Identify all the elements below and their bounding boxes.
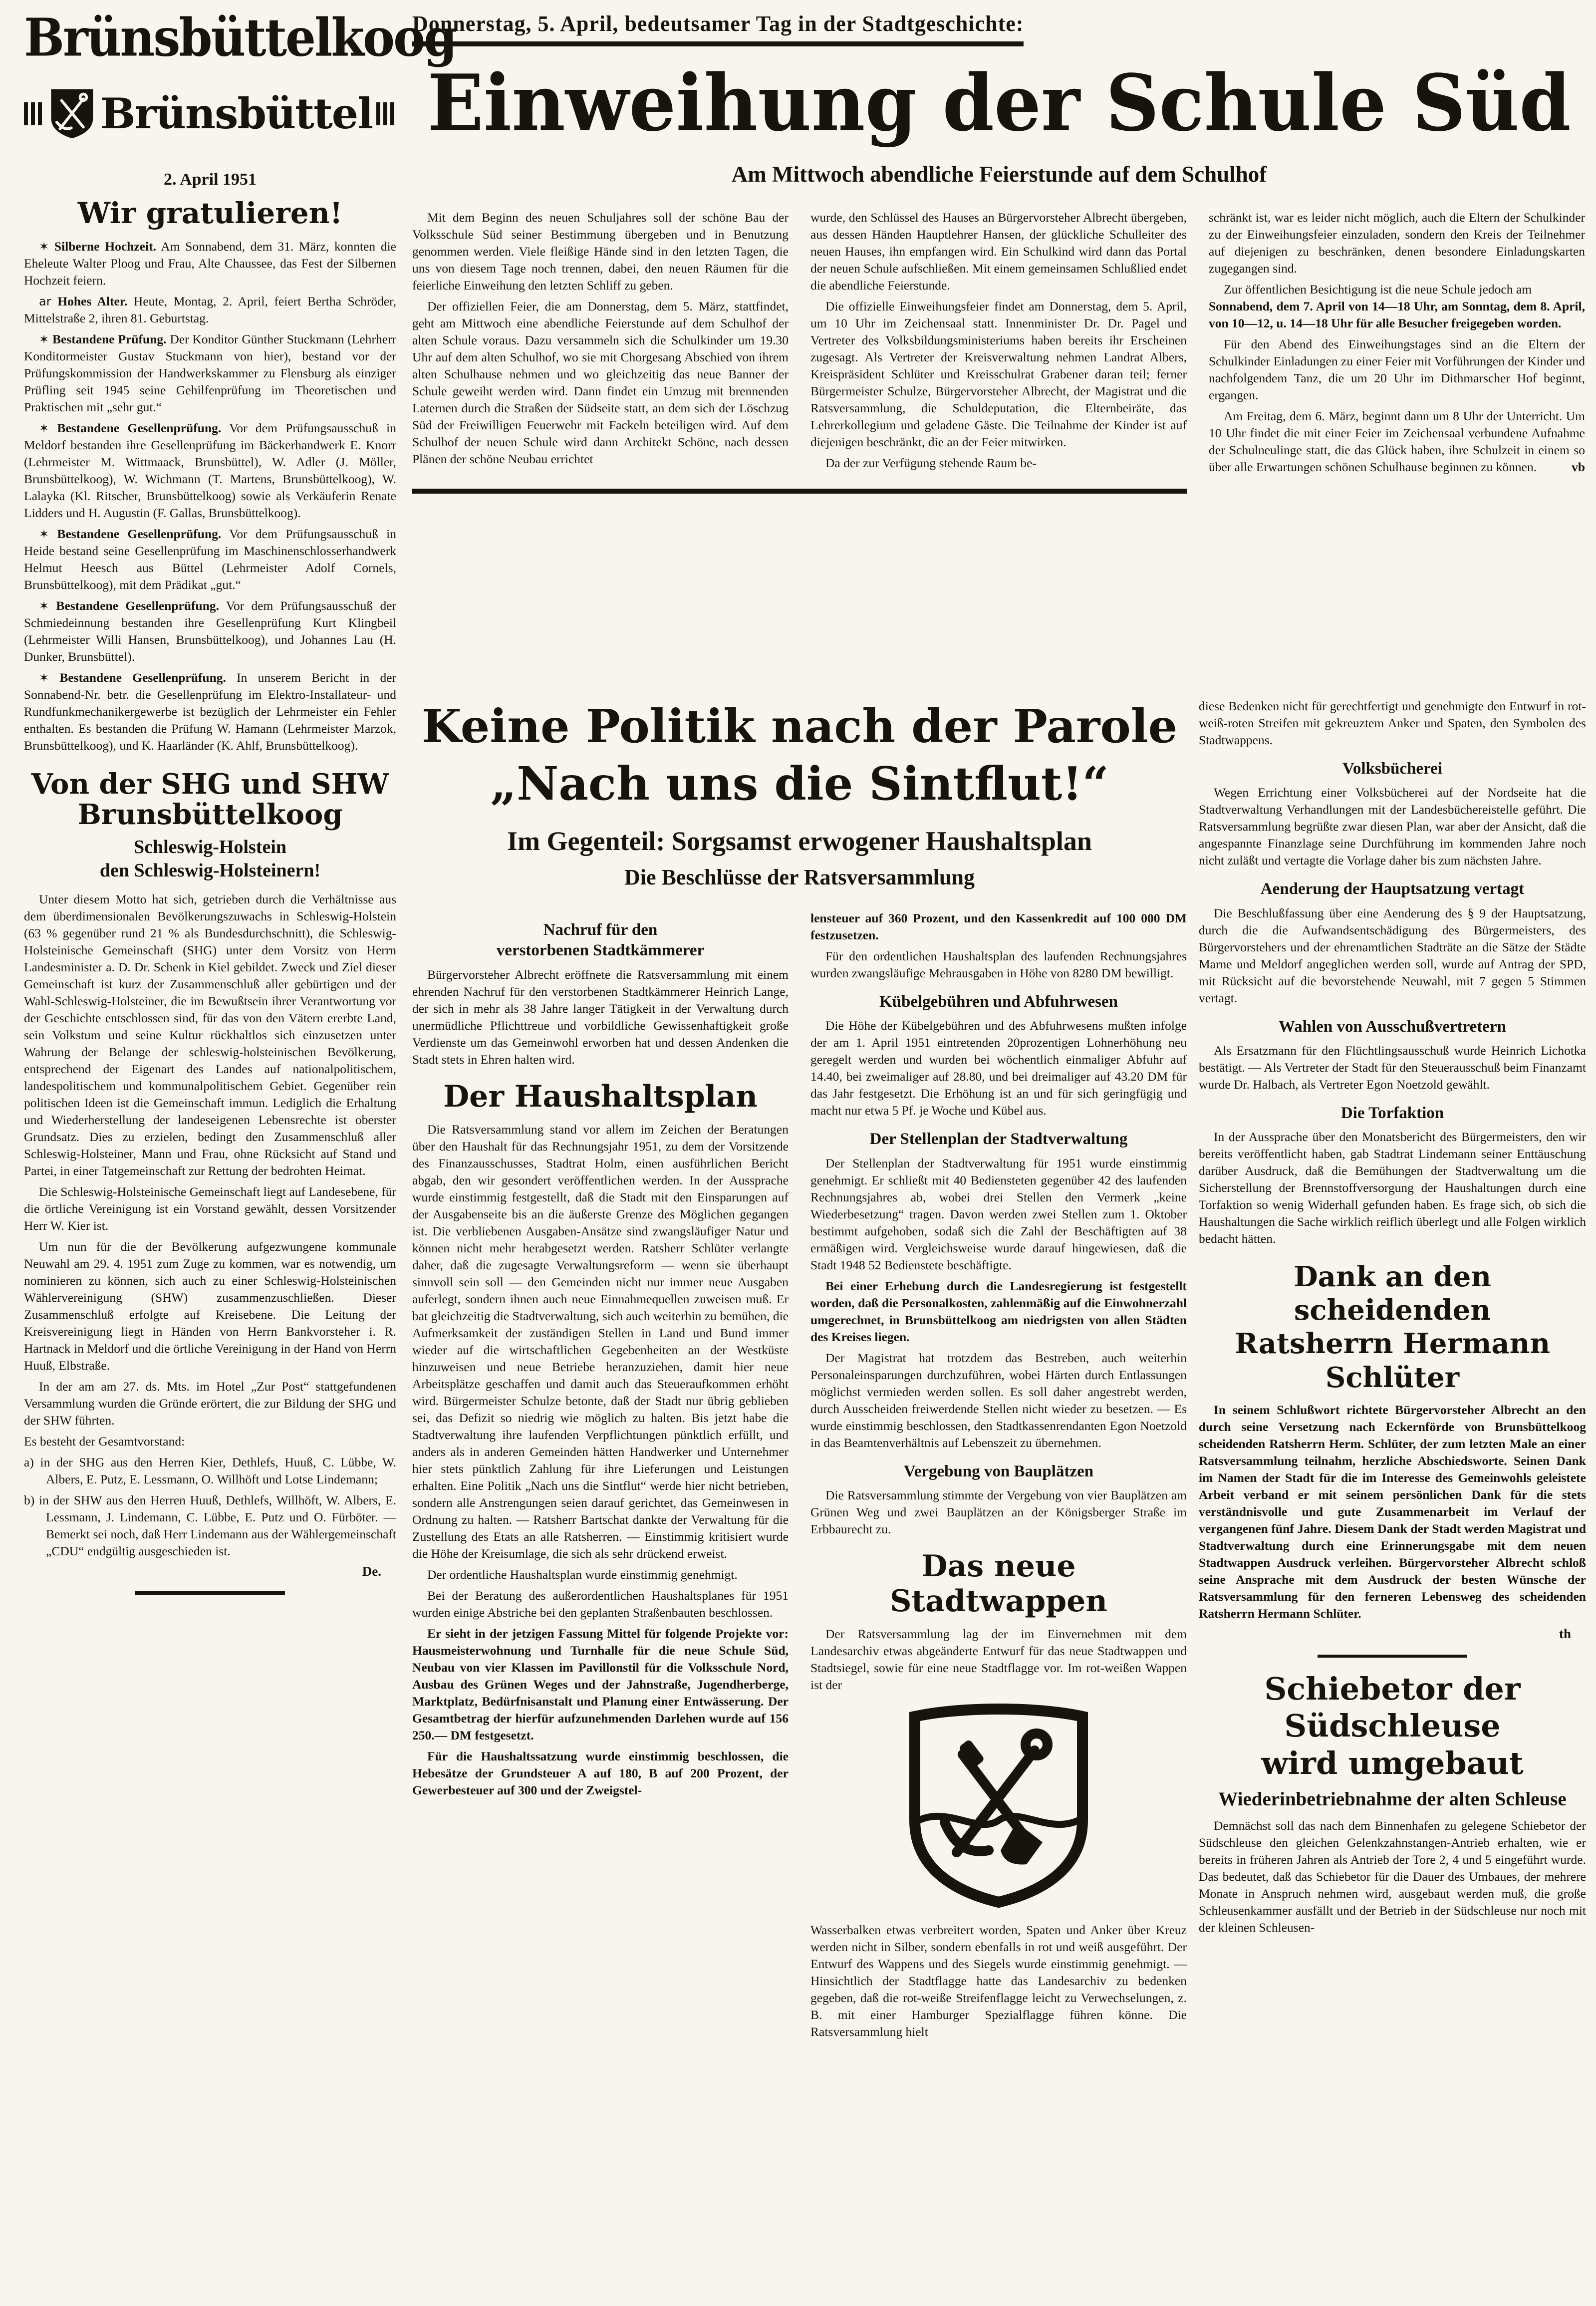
item-text: Am Sonnabend, dem 31. März, konnten die Eheleute Walter Ploog und Frau, Alte Chaussee, das Fest der Silbernen Hochzeit feiern. (24, 239, 396, 288)
ribbon-left-icon (24, 102, 44, 125)
shg-paragraph: Um nun für die der Bevölkerung aufgezwungene kommunale Neuwahl am 29. 4. 1951 zum Zuge zu kommen, war es notwendig, um nominieren zu können, sich auch zu einer Schleswig-Holsteinischen Wählervereinigung (SHW) zusammenzuschließen. Dieser Zusammenschluß erfolgte auf Kreisebene. Die Leitung der Kreisvereinigung liegt in Händen von Herrn Bankvorsteher i. R. Hartnack in Meldorf und die örtliche Vereinigung in der Hand von Herrn Huuß, Elbstraße. (24, 1239, 396, 1373)
left-column (24, 7, 456, 1607)
shg-subheading-line1: Schleswig-Holstein (133, 836, 287, 858)
paragraph: Der Magistrat hat trotzdem das Bestreben, auch weiterhin Personaleinsparungen durchzuführen, wobei Härten durch Entlassungen möglichst vermieden werden sollen. Es soll daher angestrebt werden, durch Ausscheiden freiwerdende Stellen nicht wieder zu besetzen. — Es wurde einstimmig beschlossen, den Stadtkassenrendanten Egon Noetzold in das Beamtenverhältnis auf Lebenszeit zu übernehmen. (810, 1350, 1187, 1450)
paragraph: Der Ratsversammlung lag der im Einvernehmen mit dem Landesarchiv etwas abgeänderte Entwurf für das neue Stadtwappen und Stadtsiegel, sowie für eine neue Stadtflagge vor. Im rot-weißen Wappen ist der (810, 1626, 1187, 1692)
shg-list-item-a: a) in der SHG aus den Herren Kier, Dethlefs, Huuß, C. Lübbe, W. Albers, E. Putz, E. Lessmann, O. Willhöft und Lotse Lindemann; (24, 1454, 396, 1486)
bauplaetze-heading: Vergebung von Bauplätzen (903, 1462, 1094, 1480)
mid-article (412, 698, 1187, 2044)
mid-headline (412, 698, 1187, 813)
volksbuecherei-heading: Volksbücherei (1342, 760, 1442, 778)
top-article-col-1 (412, 209, 789, 480)
top-article-col-3 (1209, 209, 1585, 480)
paragraph: wurde, den Schlüssel des Hauses an Bürgervorsteher Albrecht übergeben, aus dessen Händen Hauptlehrer Hansen, der glückliche Schulleiter des neuen Hauses, ihn empfangen wird. Ein Schulkind wird dann das Portal der neuen Schule aufschließen. Mit einem gemeinsamen Schlußlied endet die abendliche Feierstunde. (810, 210, 1187, 292)
projects-paragraph-bold: Er sieht in der jetzigen Fassung Mittel für folgende Projekte vor: Hausmeisterwohnung und Turnhalle für die neue Schule Süd, Neubau von vier Klassen im Pavillonstil für die Volksschule Nord, Ausbau des Grünen Weges und der Jahnstraße, Jugendherberge, Marktplatz, Bedürfnisanstalt und Planung einer Entwässerung. Der Gesamtbetrag der hierfür aufzunehmenden Darlehen wurde auf 156 250.— DM festgesetzt. (412, 1626, 789, 1742)
shg-heading-line1: Von der SHG und SHW (31, 767, 389, 801)
paragraph: Mit dem Beginn des neuen Schuljahres soll der schöne Bau der Volksschule Süd seiner Bestimmung übergeben und in Benutzung genommen werden. Viele fleißige Hände sind in den letzten Tagen, die uns von diesem Tage noch trennen, dabei, den neuen Räumen für die feierliche Einweihung den letzten Schliff zu geben. (412, 210, 789, 292)
shg-heading-line2: Brunsbüttelkoog (77, 798, 343, 832)
paragraph: Der Stellenplan der Stadtverwaltung für 1951 wurde einstimmig genehmigt. Er schließt mit 40 Bediensteten gegenüber 42 des laufenden Rechnungsjahres ab, wobei drei Stellen den Vermerk „keine Wiederbesetzung“ tragen. Davon werden zwei Stellen zum 1. Oktober bestimmt aufgehoben, sodaß sich die Zahl der Beschäftigten auf 38 ermäßigen wird. Vergleichsweise wurde darauf hingewiesen, daß die Stadt 1948 52 Bedienstete beschäftigte. (810, 1155, 1187, 1272)
paragraph: Die Ratsversammlung stimmte der Vergebung von vier Bauplätzen am Grünen Weg und zwei Bauplätzen an der Königsberger Straße im Erbbaurecht zu. (810, 1487, 1187, 1536)
shg-paragraph: Unter diesem Motto hat sich, getrieben durch die Verhältnisse aus dem überdimensionalen Bevölkerungszuwachs in Schleswig-Holstein (63 % gegenüber rund 21 % als Bundesdurchschnitt), die Schleswig-Holsteinische Gemeinschaft (SHG) unter dem Vorsitz von Herrn Landesminister a. D. Dr. Schenk in Kiel gebildet. Zweck und Ziel dieser Gemeinschaft ist kurz der Zusammenschluß aller gebürtigen und der Wahl-Schleswig-Holsteiner, die im Bewußtsein ihrer Verantwortung vor der Geschichte entschlossen sind, für das von den Vätern ererbte Land, sein Volkstum und seine Kultur rückhaltlos sich einzusetzen unter Wahrung der Belange der schleswig-holsteinischen Bevölkerung, entsprechend der Eigenart des Landes auf nationalpolitischem, landespolitischem und kommunalpolitischem Gebiet. Gegenüber rein politischen Ideen ist die Gemeinschaft immun. Lediglich die Erhaltung und Wiederherstellung der landeseigenen Lebensrechte ist oberster Grundsatz. Dies zu erzielen, bedingt den Zusammenschluß aller Schleswig-Holsteiner, Mann und Frau, ohne Rücksicht auf Stand und Partei, in einer Tatgemeinschaft zur Rettung der bedrohten Heimat. (24, 891, 396, 1178)
item-lead: Bestandene Gesellenprüfung. (57, 526, 222, 541)
tax-rates-paragraph-bold: Für die Haushaltssatzung wurde einstimmig beschlossen, die Hebesätze der Grundsteuer A auf 180, B auf 200 Prozent, der Gewerbesteuer auf 300 und der Zweigstel- (412, 1748, 789, 1797)
paragraph: Für den Abend des Einweihungstages sind an die Eltern der Schulkinder Einladungen zu einer Feier mit Vorführungen der Kinder und nachfolgendem Tanz, die um 20 Uhr im Dithmarscher Hof beginnt, ergangen. (1209, 337, 1585, 402)
star-icon: ✶ (39, 421, 49, 435)
shg-paragraph: Es besteht der Gesamtvorstand: (24, 1434, 185, 1448)
obituary-heading-line2: verstorbenen Stadtkämmerer (496, 941, 705, 960)
paragraph: schränkt ist, war es leider nicht möglich, auch die Eltern der Schulkinder zu der Einweihungsfeier einzuladen, sondern den Kreis der Teilnehmer auf diejenigen zu beschränken, denen besondere Einladungskarten zugegangen sind. (1209, 210, 1585, 276)
obituary-heading (412, 920, 789, 961)
schiebetor-headline (1199, 1671, 1586, 1782)
article-bottom-rule (412, 489, 1187, 494)
item-lead: Silberne Hochzeit. (54, 239, 156, 254)
mid-article-col-b (810, 910, 1187, 2044)
dank-heading-line1: Dank an den scheidenden (1294, 1260, 1491, 1327)
paragraph: Wegen Errichtung einer Volksbücherei auf der Nordseite hat die Stadtverwaltung Verhandlungen mit der Landesbüchereistelle geführt. Die Ratsversammlung begrüßte zwar diesen Plan, war aber der Ansicht, daß die angespannte Finanzlage seine Durchführung im kommenden Jahre noch nicht zuläßt und vertagte die Vorlage daher bis zum nächsten Jahre. (1199, 785, 1586, 868)
paragraph (1209, 281, 1585, 332)
paragraph: Die offizielle Einweihungsfeier findet am Donnerstag, dem 5. April, um 10 Uhr im Zeichensaal statt. Innenminister Dr. Dr. Pagel und Vertreter des Volksbildungsministeriums haben bereits ihr Erscheinen zugesagt. Als Vertreter der Kreisverwaltung nehmen Landrat Albers, Kreispräsident Schlüter und Kreisschulrat Grabener daran teil; ferner Bürgermeister Schulze, Bürgervorsteher Albrecht, der Magistrat und die Ratsversammlung, die Schuldeputation, die Elternbeiräte, das Lehrerkollegium und geladene Gäste. Die Teilnahme der Kinder ist auf diejenigen beschränkt, die an der Feier mitwirken. (810, 299, 1187, 449)
paragraph: Wasserbalken etwas verbreitert worden, Spaten und Anker über Kreuz werden nicht in Silber, sondern ebenfalls in rot und weiß ausgeführt. Der Entwurf des Wappens und des Siegels wurde einstimmig genehmigt. — Hinsichtlich der Stadtflagge hatte das Landesarchiv zu bedenken gegeben, daß die rot-weiße Streifenflagge leicht zu Verwechselungen, z. B. mit einer Hamburger Spezialflagge führen könne. Die Ratsversammlung hielt (810, 1922, 1187, 2039)
shg-paragraph: In der am am 27. ds. Mts. im Hotel „Zur Post“ stattgefundenen Versammlung wurden die Gründe erörtert, die zur Bildung der SHG und der SHW führten. (24, 1379, 396, 1428)
personnel-costs-paragraph-bold: Bei einer Erhebung durch die Landesregierung ist festgestellt worden, daß die Personalkosten, zahlenmäßig auf die Einwohnerzahl umgerechnet, in Brunsbüttelkoog am niedrigsten von allen Städten des Kreises liegen. (810, 1278, 1187, 1344)
farewell-paragraph-bold: In seinem Schlußwort richtete Bürgervorsteher Albrecht an den durch seine Versetzung nach Eckernförde von Brunsbüttelkoog scheidenden Ratsherrn Herm. Schlüter, der zum letzten Male an einer Ratsversammlung teilnahm, herzliche Abschiedsworte. Seinen Dank im Namen der Stadt für die im Interesse des Gemeinwohls geleistete Arbeit verband er mit seinem persönlichen Dank für die stets verständnisvolle und gute Zusammenarbeit im Verlauf der vergangenen fünf Jahre. Diesem Dank der Stadt werden Magistrat und Stadtverwaltung durch eine Erinnerungsgabe mit dem neuen Stadtwappen Ausdruck verleihen. Bürgervorsteher Albrecht schloß seine Ansprache mit dem Ausdruck der besten Wünsche der Ratsversammlung für den ferneren Lebensweg des scheidenden Ratsherrn Hermann Schlüter. (1199, 1402, 1586, 1621)
schiebetor-headline-line1: Schiebetor der Südschleuse (1264, 1670, 1521, 1744)
item-lead: Bestandene Gesellenprüfung. (56, 598, 220, 613)
item-text: Vor dem Prüfungsausschuß der Schmiedeinnung bestanden ihre Gesellenprüfung Kurt Klingbeil (Lehrmeister Willi Hansen, Brunsbüttelkoog), und Johannes Lau (H. Dunker, Brunsbüttel). (24, 598, 396, 664)
paragraph: Bürgervorsteher Albrecht eröffnete die Ratsversammlung mit einem ehrenden Nachruf für den verstorbenen Stadtkämmerer Heinrich Lange, der sich in mehr als 38 Jahre langer Tätigkeit in der Verwaltung durch unermüdliche Pflichttreue und vorbildliche Gewissenhaftigkeit große Verdienste um das Gemeinwohl erworben hat und dessen Andenken die Stadt stets in Ehren halten wird. (412, 967, 789, 1067)
paragraph (1209, 408, 1585, 476)
top-article-col-2 (810, 209, 1187, 480)
masthead-title: Brünsbüttelkoog (24, 7, 456, 68)
mid-article-col-a (412, 910, 789, 2044)
haushaltsplan-heading: Der Haushaltsplan (443, 1079, 758, 1114)
shg-paragraph: Die Schleswig-Holsteinische Gemeinschaft liegt auf Landesebene, für die örtliche Vereinigung ist ein Vorstand gewählt, dessen Vorsitzender Herr W. Kier ist. (24, 1184, 396, 1233)
gratulieren-item (24, 526, 396, 593)
obituary-heading-line1: Nachruf für den (543, 921, 658, 939)
torfaktion-heading: Die Torfaktion (1340, 1104, 1444, 1122)
coat-of-arms-icon (899, 1703, 1098, 1912)
visit-times-bold: Sonnabend, dem 7. April von 14—18 Uhr, am Sonntag, dem 8. April, von 10—12, u. 14—18 Uhr für alle Besucher freigegeben worden. (1209, 299, 1585, 330)
paragraph: Der offiziellen Feier, die am Donnerstag, dem 5. März, stattfindet, geht am Mittwoch eine abendliche Feierstunde auf dem Schulhof der alten Schule voraus. Dazu versammeln sich die Schulkinder um 19.30 Uhr auf dem alten Schulhof, wo sie mit Chorgesang Abschied von ihrem alten Schulhause nehmen und wo gleichzeitig das neue Banner der Schule geweiht werden wird. Dann findet ein Umzug mit brennenden Laternen durch die Straßen der Südseite statt, an dem sich der Löschzug Süd der Freiwilligen Feuerwehr mit Fackeln beteiligen wird. Auf dem Schulhof der neuen Schule wird dann Architekt Schöne, nach dessen Plänen der schöne Neubau errichtet (412, 299, 789, 466)
stellenplan-heading: Der Stellenplan der Stadtverwaltung (869, 1130, 1128, 1149)
item-lead: Hohes Alter. (57, 293, 128, 308)
author-signature: th (1559, 1626, 1571, 1641)
paragraph: Demnächst soll das nach dem Binnenhafen zu gelegene Schiebetor der Südschleuse den gleichen Gelenkzahnstangen-Antrieb erhalten, wie er bereits in früheren Jahren als Antrieb der Tore 2, 4 und 5 eingeführt wurde. Das bedeutet, daß das Schiebetor für die Dauer des Umbaues, der mehrere Monate in Anspruch nehmen wird, ausgebaut werden muß, die große Schleusenkammer ausfällt und der Betrieb in der Südschleuse nur noch mit der kleinen Schleusen- (1199, 1818, 1586, 1935)
item-lead: Bestandene Gesellenprüfung. (59, 670, 226, 685)
paragraph: Die Beschlußfassung über eine Aenderung des § 9 der Hauptsatzung, durch die die Aufwandsentschädigung des Bürgermeisters, des Bürgervorstehers und der ehrenamtlichen Stadträte an die Sätze der Städte Marne und Meldorf angeglichen werden soll, wurde auf Antrag der SPD, mit Rücksicht auf die bevorstehende Neuwahl, mit 7 gegen 5 Stimmen vertagt. (1199, 905, 1586, 1005)
kuebelgebuehren-heading: Kübelgebühren und Abfuhrwesen (879, 993, 1118, 1011)
kicker: Donnerstag, 5. April, bedeutsamer Tag in der Stadtgeschichte: (412, 11, 1024, 46)
item-lead: Bestandene Prüfung. (52, 331, 167, 346)
dank-heading (1199, 1260, 1586, 1395)
gratulieren-item (24, 597, 396, 665)
paragraph: Die Ratsversammlung stand vor allem im Zeichen der Beratungen über den Haushalt für das Rechnungsjahr 1951, zu dem der Vorsitzende des Finanzausschusses, Stadtrat Holm, einen ausführlichen Bericht abgab, den wir gesondert veröffentlichen werden. In der Aussprache wurde einstimmig festgestellt, daß die Stadt mit den Einsparungen auf der Ausgabenseite bis an die äußerste Grenze des Möglichen gegangen ist. Die verbliebenen Ausgaben-Ansätze sind zwangsläufiger Natur und können nicht mehr herabgesetzt werden. Ratsherr Schlüter verlangte daher, daß die zugesagte Verwaltungsreform — wenn sie überhaupt sinnvoll sein soll — den Gemeinden nicht nur immer neue Ausgaben auferlegt, sondern ihnen auch neue Einnahmequellen zuweisen muß. Er bat gleichzeitig die Stadtverwaltung, sich auch weiterhin zu bemühen, die Aufmerksamkeit der zuständigen Stellen in Land und Bund immer wieder auf die wirtschaftlichen Gegebenheiten an der Westküste hinzuweisen und neue Betriebe heranzuziehen, damit hier neue Arbeitsplätze geschaffen und damit auch das Steueraufkommen erhöht wird. Bürgermeister Schulze betonte, daß der Stadt nur übrig geblieben sei, das Defizit so niedrig wie möglich zu halten. Bis jetzt habe die Stadtverwaltung ihre laufenden Verpflichtungen pünktlich erfüllt, und anders als in anderen Gemeinden hätten Handwerker und Unternehmer hier stets pünktlich Zahlung für ihre Lieferungen und Leistungen erhalten. Eine Politik „Nach uns die Sintflut“ werde hier nicht betrieben, sondern alle Anstrengungen seien darauf gerichtet, das Gemeinwesen in Ordnung zu halten. — Ratsherr Bartschat dankte der Verwaltung für die Zustellung des Etats an alle Ratsherren. — Einstimmig kritisiert wurde die Höhe der Kreisumlage, die sich als sehr drückend erweist. (412, 1122, 789, 1561)
shg-heading (24, 769, 396, 831)
item-text: Heute, Montag, 2. April, feiert Bertha Schröder, Mittelstraße 2, ihren 81. Geburtstag. (24, 293, 397, 325)
shg-list-item-b: b) in der SHW aus den Herren Huuß, Dethlefs, Willhöft, W. Albers, E. Lessmann, J. Lindemann, C. Lübbe, E. Putz und O. Fürböter. — Bemerkt sei noch, daß Herr Lindemann aus der Wählergemeinschaft „CDU“ endgültig ausgeschieden ist. (24, 1492, 396, 1558)
ausschuss-heading: Wahlen von Ausschußvertretern (1279, 1017, 1506, 1036)
paragraph: Als Ersatzmann für den Flüchtlingsausschuß wurde Heinrich Lichotka bestätigt. — Als Vertreter der Stadt für den Steuerausschuß beim Finanzamt wurde Dr. Halbach, als Vertreter Egon Noetzold gewählt. (1199, 1043, 1586, 1092)
shg-subheading-line2: den Schleswig-Holsteinern! (99, 860, 321, 881)
section-divider (135, 1591, 285, 1595)
schiebetor-subheadline: Wiederinbetriebnahme der alten Schleuse (1218, 1788, 1567, 1810)
author-signature: vb (1572, 460, 1585, 474)
paragraph-bold: lensteuer auf 360 Prozent, und den Kassenkredit auf 100 000 DM festzusetzen. (810, 911, 1187, 942)
paragraph: Bei der Beratung des außerordentlichen Haushaltsplanes für 1951 wurden einige Abstriche bei den geplanten Straßenbauten beschlossen. (412, 1588, 789, 1620)
star-icon: ✶ (39, 239, 49, 254)
main-subheadline: Am Mittwoch abendliche Feierstunde auf dem Schulhof (731, 162, 1267, 187)
item-text: Vor dem Prüfungsausschuß in Meldorf bestanden ihre Gesellenprüfung im Bäckerhandwerk E. Knorr (Lehrmeister M. Wittmaack, Brunsbüttel), W. Adler (J. Möller, Brunsbüttelkoog), W. Wichmann (T. Martens, Brunsbüttelkoog), W. Lalayka (Kl. Ritscher, Brunsbüttelkoog) sowie als Verkäuferin Renate Lidders und H. Augustin (F. Gallas, Brunsbüttelkoog). (24, 420, 396, 520)
paragraph: Für den ordentlichen Haushaltsplan des laufenden Rechnungsjahres wurden zwangsläufige Mehrausgaben in Höhe von 8280 DM bewilligt. (810, 949, 1187, 980)
item-text: Der Konditor Günther Stuckmann (Lehrherr Konditormeister Gustav Stuckmann von hier), bestand vor der Prüfungskommission der Handwerkskammer zu Flensburg als einziger Prüfling seit 1945 seine Gehilfenprüfung im Theoretischen und Praktischen mit „sehr gut.“ (24, 331, 397, 414)
shg-subheading (24, 836, 396, 883)
hauptsatzung-heading: Aenderung der Hauptsatzung vertagt (1260, 880, 1525, 898)
mid-article-columns (412, 910, 1187, 2044)
article-divider (1318, 1655, 1467, 1658)
gratulieren-item (24, 293, 396, 327)
item-lead: Bestandene Gesellenprüfung. (57, 420, 222, 435)
top-article (412, 11, 1586, 494)
paragraph-text: Am Freitag, dem 6. März, beginnt dann um 8 Uhr der Unterricht. Um 10 Uhr findet die mit einer Feier im Zeichensaal verbundene Aufnahme der Schulneulinge statt, die das Glück haben, ihre Schulzeit in einem so über alle Erwartungen schönen Schulhause beginnen zu können. (1209, 409, 1585, 474)
star-icon: ✶ (39, 527, 49, 541)
mid-headline-line2: „Nach uns die Sintflut!“ (490, 757, 1109, 811)
ribbon-right-icon (376, 102, 396, 125)
item-text: In unserem Bericht in der Sonnabend-Nr. betr. die Gesellenprüfung im Elektro-Installateur- und Rundfunkmechanikergewerbe ist bezüglich der Lehrmeister ein Fehler enthalten. Es bestanden die Prüfung W. Hamann (Lehrmeister Marzok, Brunsbüttelkoog), und K. Haarländer (K. Ahlf, Brunsbüttelkoog). (24, 670, 397, 753)
paragraph: Der ordentliche Haushaltsplan wurde einstimmig genehmigt. (427, 1567, 738, 1582)
mid-headline-line1: Keine Politik nach der Parole (421, 699, 1178, 753)
item-text: Vor dem Prüfungsausschuß in Heide bestand seine Gesellenprüfung im Maschinenschlosserhandwerk Helmut Heesch aus Büttel (Lehrmeister Adolf Cornels, Brunsbüttelkoog), mit dem Prädikat „gut.“ (24, 526, 396, 592)
paragraph-text: Zur öffentlichen Besichtigung ist die neue Schule jedoch am (1224, 282, 1532, 296)
gratulieren-item (24, 420, 396, 522)
paragraph: In der Aussprache über den Monatsbericht des Bürgermeisters, den wir bereits veröffentlicht haben, gab Stadtrat Lindemann seiner Enttäuschung darüber Ausdruck, daß die Bemühungen der Stadtverwaltung um die Sicherstellung der Brennstoffversorgung der Haushaltungen durch eine Torfaktion so wenig Widerhall gefunden haben. Es frage sich, ob sich die Haushaltungen die Sache wirklich reiflich überlegt und alle Folgen wirklich bedacht hätten. (1199, 1130, 1586, 1246)
kicker-row (412, 11, 1586, 46)
gratulieren-item (24, 331, 396, 416)
mid-subheadline-1: Im Gegenteil: Sorgsamst erwogener Haushaltsplan (507, 826, 1092, 856)
masthead-row (24, 66, 396, 161)
gratulieren-heading: Wir gratulieren! (77, 196, 343, 230)
item-marker: ar (39, 294, 51, 308)
star-icon: ✶ (39, 670, 49, 685)
paragraph: diese Bedenken nicht für gerechtfertigt und genehmigte den Entwurf in rot-weiß-roten Streifen mit gekreuztem Anker und Spaten, den Symbolen des Stadtwappens. (1199, 699, 1586, 747)
gratulieren-item (24, 669, 396, 754)
main-headline: Einweihung der Schule Süd (427, 57, 1571, 149)
dank-heading-line2: Ratsherrn Hermann Schlüter (1234, 1327, 1551, 1394)
gratulieren-item (24, 238, 396, 289)
masthead-crest-icon (48, 66, 96, 161)
stadtwappen-figure (810, 1703, 1187, 1915)
star-icon: ✶ (39, 598, 49, 613)
right-column (1199, 698, 1586, 1940)
schiebetor-headline-line2: wird umgebaut (1261, 1744, 1524, 1781)
top-article-columns (412, 209, 1586, 480)
paragraph: Da der zur Verfügung stehende Raum be- (825, 456, 1037, 470)
stadtwappen-heading: Das neue Stadtwappen (890, 1548, 1107, 1619)
paragraph: Die Höhe der Kübelgebühren und des Abfuhrwesens mußten infolge der am 1. April 1951 eintretenden 20prozentigen Lohnerhöhung neu geregelt werden und wurden bei wöchentlich einmaliger Abfuhr auf 14.40, bei zweimaliger auf 28.80, und bei dreimaliger auf 43.20 DM für das Jahr festgesetzt. Die Erhöhung ist an und für sich geringfügig und macht nur etwa 5 Pf. je Woche und Kübel aus. (810, 1018, 1187, 1118)
mid-subheadline-2: Die Beschlüsse der Ratsversammlung (624, 865, 975, 889)
issue-date: 2. April 1951 (163, 170, 257, 189)
masthead-subtitle: Brünsbüttel (100, 89, 373, 139)
star-icon: ✶ (39, 332, 49, 346)
author-signature: De. (362, 1563, 381, 1579)
